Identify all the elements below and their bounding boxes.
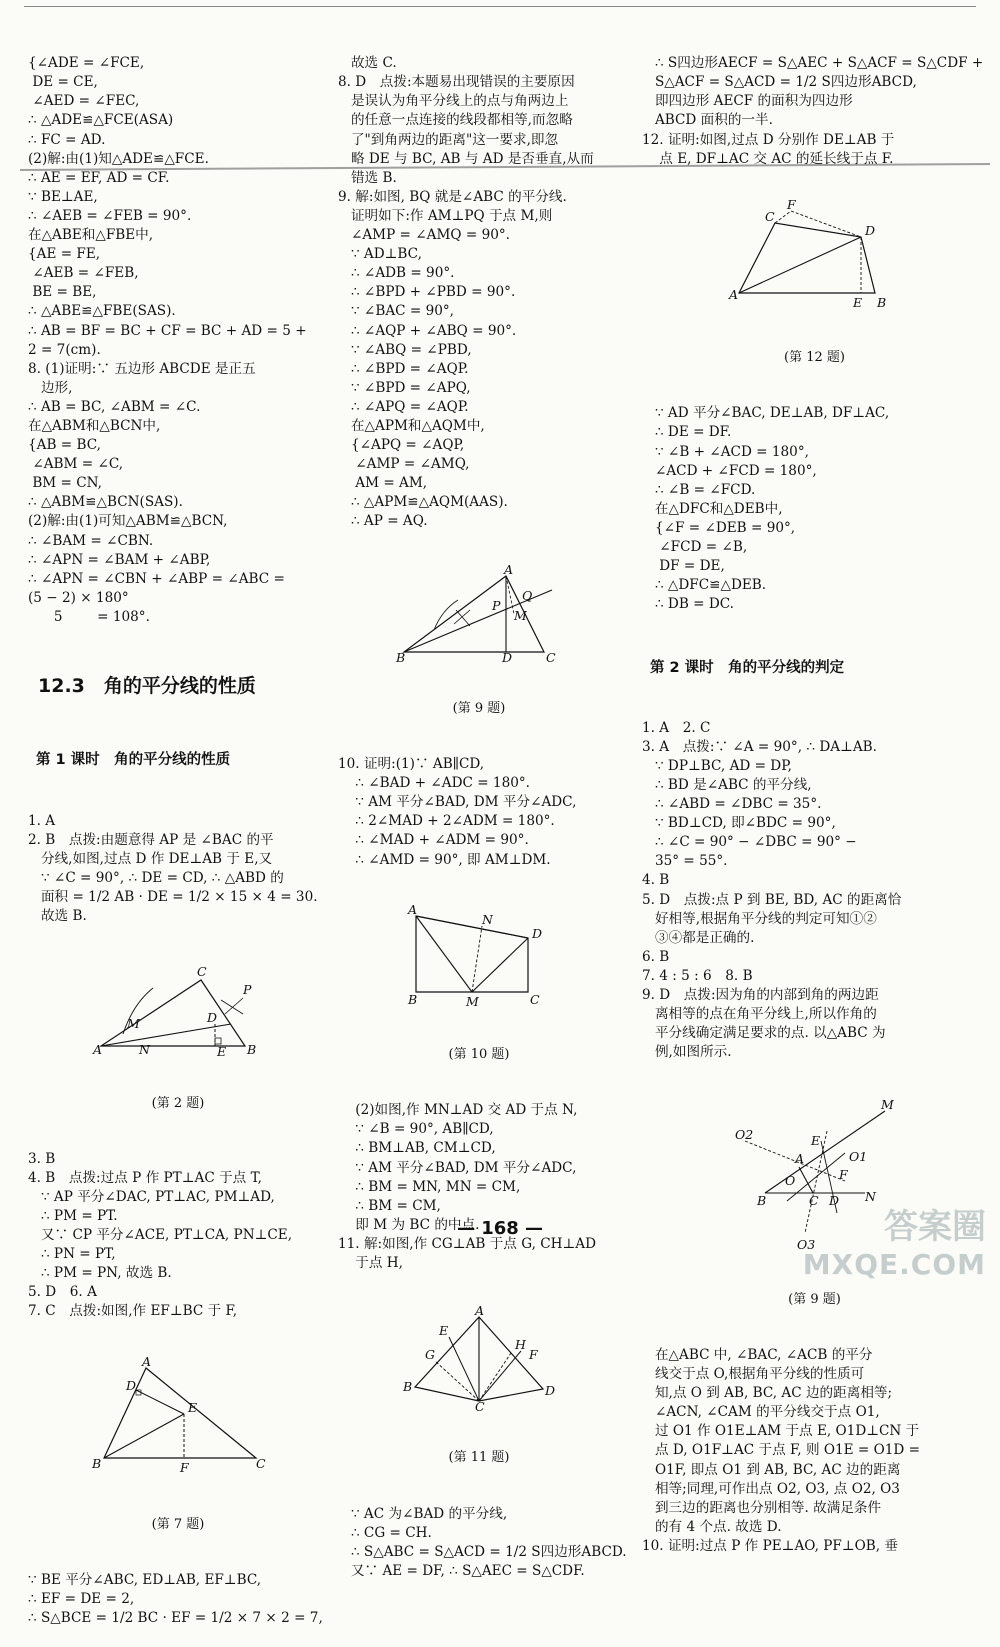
- col2-block-c: [338, 1101, 620, 1273]
- svg-text:F: F: [838, 1166, 848, 1182]
- col3-block-d: [642, 1346, 987, 1556]
- svg-text:M: M: [466, 993, 479, 1009]
- answer-line: 又∵ AE = DF, ∴ S△AEC = S△CDF.: [338, 1562, 585, 1579]
- svg-text:A: A: [93, 1042, 103, 1058]
- answer-line: (2)解:由(1)知△ADE≌△FCE.: [28, 150, 209, 167]
- page-number: — 168 —: [456, 1218, 544, 1239]
- answer-line: 相等;同理,可作出点 O2, O3, 点 O2, O3: [642, 1480, 900, 1497]
- answer-line: 3. B: [28, 1150, 56, 1167]
- svg-text:B: B: [403, 1379, 413, 1395]
- answer-line: ∴ △DFC≌△DEB.: [642, 577, 767, 594]
- answer-line: 在△APM和△AQM中,: [338, 417, 485, 434]
- answer-line: 4. B 点拨:过点 P 作 PT⊥AC 于点 T,: [28, 1169, 262, 1186]
- answer-line: ∠ABM = ∠C,: [28, 456, 124, 473]
- answer-line: (2)解:由(1)可知△ABM≌△BCN,: [28, 513, 228, 530]
- svg-text:E: E: [217, 1044, 227, 1060]
- answer-line: 了"到角两边的距离"这一要求,即忽: [338, 131, 559, 148]
- answer-line: 证明如下:作 AM⊥PQ 于点 M,则: [338, 207, 553, 224]
- svg-text:B: B: [876, 294, 886, 310]
- answer-line: 6. B: [642, 948, 670, 965]
- figure-9b-caption: (第 9 题): [788, 1291, 841, 1307]
- svg-text:H: H: [515, 1337, 526, 1353]
- answer-line: ∴ ∠AQP + ∠ABQ = 90°.: [338, 322, 517, 339]
- answer-line: ∵ BD⊥CD, 即∠BDC = 90°,: [642, 815, 836, 832]
- figure-2-caption: (第 2 题): [151, 1095, 205, 1111]
- answer-line: 5. D 点拨:点 P 到 BE, BD, AC 的距离恰: [642, 891, 902, 908]
- answer-line: ∴ BM⊥AB, CM⊥CD,: [338, 1140, 496, 1157]
- svg-text:C: C: [530, 991, 540, 1007]
- answer-line: {AB = BC,: [28, 437, 101, 454]
- answer-line: BE = BE,: [28, 284, 97, 301]
- answer-line: ∵ ∠BPD = ∠APQ,: [338, 379, 471, 396]
- svg-text:M: M: [880, 1096, 894, 1112]
- top-rule: [24, 6, 976, 7]
- svg-text:D: D: [126, 1377, 137, 1393]
- answer-line: (2)如图,作 MN⊥AD 交 AD 于点 N,: [338, 1102, 578, 1119]
- answer-line: ∴ DB = DC.: [642, 596, 734, 613]
- svg-text:A: A: [728, 286, 738, 302]
- answer-line: ∴ ∠BAM = ∠CBN.: [28, 532, 154, 549]
- answer-line: 线交于点 O,根据角平分线的性质可: [642, 1366, 865, 1383]
- col3-block-c: [642, 719, 987, 1063]
- svg-text:A: A: [408, 901, 418, 917]
- answer-line: 于点 H,: [338, 1254, 403, 1271]
- column-right: [642, 16, 987, 1575]
- col1-block-a: [28, 54, 328, 627]
- answer-line: O1F, 即点 O1 到 AB, BC, AC 边的距离: [642, 1461, 901, 1478]
- answer-line: 面积 = 1/2 AB · DE = 1/2 × 15 × 4 = 30.: [28, 888, 318, 905]
- answer-line: 点 D, O1F⊥AC 于点 F, 则 O1E = O1D =: [642, 1442, 921, 1459]
- answer-line: ③④都是正确的.: [642, 929, 755, 946]
- col1-block-d: [28, 1571, 328, 1628]
- svg-text:E: E: [439, 1323, 449, 1339]
- svg-text:C: C: [197, 964, 207, 980]
- col1-block-b: [28, 812, 328, 927]
- answer-line: 10. 证明:过点 P 作 PE⊥AO, PF⊥OB, 垂: [642, 1537, 898, 1554]
- answer-line: 即 M 为 BC 的中点.: [338, 1216, 480, 1233]
- col3-block-a: [642, 54, 987, 169]
- col2-block-b: [338, 755, 620, 870]
- column-middle: [338, 16, 627, 1600]
- answer-line: ∴ FC = AD.: [28, 131, 106, 148]
- answer-line: 略 DE 与 BC, AB 与 AD 是否垂直,从而: [338, 150, 594, 167]
- svg-text:B: B: [396, 649, 406, 665]
- answer-line: ∴ 2∠MAD + 2∠ADM = 180°.: [338, 813, 555, 830]
- answer-line: ∴ ∠AEB = ∠FEB = 90°.: [28, 207, 192, 224]
- svg-text:O: O: [784, 1172, 795, 1188]
- answer-line: ∠AEB = ∠FEB,: [28, 265, 139, 282]
- answer-line: 12. 证明:如图,过点 D 分别作 DE⊥AB 于: [642, 131, 895, 148]
- svg-text:D: D: [207, 1010, 218, 1026]
- answer-line: 35° = 55°.: [642, 853, 728, 870]
- answer-line: 9. D 点拨:因为角的内部到角的两边距: [642, 987, 879, 1004]
- figure-7-caption: (第 7 题): [151, 1516, 205, 1532]
- answer-line: ∴ ∠APQ = ∠AQP.: [338, 398, 469, 415]
- answer-line: {∠APQ = ∠AQP,: [338, 437, 465, 454]
- figure-10: [404, 901, 554, 1009]
- answer-line: ∴ AP = AQ.: [338, 513, 428, 530]
- svg-text:A: A: [142, 1353, 152, 1369]
- answer-line: ∵ DP⊥BC, AD = DP,: [642, 757, 792, 774]
- answer-line: 2 = 7(cm).: [28, 341, 101, 358]
- svg-text:N: N: [139, 1042, 150, 1058]
- answer-line: ∠AED = ∠FEC,: [28, 93, 140, 110]
- answer-line: ∵ AM 平分∠BAD, DM 平分∠ADC,: [338, 1159, 577, 1176]
- answer-line: ∴ S△ABC = S△ACD = 1/2 S四边形ABCD.: [338, 1543, 627, 1560]
- svg-text:D: D: [828, 1192, 839, 1208]
- answer-line: ∴ CG = CH.: [338, 1524, 432, 1541]
- answer-line: 1. A: [28, 812, 56, 829]
- answer-line: 5 = 108°.: [28, 608, 150, 625]
- answer-line: ∴ ∠BPD + ∠PBD = 90°.: [338, 284, 516, 301]
- answer-line: 在△ABE和△FBE中,: [28, 227, 154, 244]
- answer-line: 的任意一点连接的线段都相等,而忽略: [338, 112, 573, 129]
- answer-line: 9. 解:如图, BQ 就是∠ABC 的平分线.: [338, 188, 567, 205]
- svg-text:M: M: [127, 1016, 140, 1032]
- column-left: [28, 16, 328, 1647]
- answer-line: ∴ △ADE≌△FCE(ASA): [28, 112, 174, 129]
- answer-line: ∴ EF = DE = 2,: [28, 1591, 135, 1608]
- answer-line: 又∵ CP 平分∠ACE, PT⊥CA, PN⊥CE,: [28, 1227, 293, 1244]
- answer-line: 错选 B.: [338, 169, 397, 186]
- answer-line: BM = CN,: [28, 475, 103, 492]
- answer-line: ∠ACD + ∠FCD = 180°,: [642, 462, 817, 479]
- answer-line: ∴ ∠BAD + ∠ADC = 180°.: [338, 775, 530, 792]
- answer-line: ∴ ∠C = 90° − ∠DBC = 90° −: [642, 834, 857, 851]
- col2-block-d: [338, 1505, 627, 1581]
- svg-text:E: E: [188, 1399, 198, 1415]
- svg-text:O3: O3: [796, 1236, 815, 1252]
- answer-line: 故选 B.: [28, 908, 87, 925]
- answer-line: 过 O1 作 O1E⊥AM 于点 E, O1D⊥CN 于: [642, 1423, 920, 1440]
- answer-line: 4. B: [642, 872, 670, 889]
- answer-line: 的有 4 个点. 故选 D.: [642, 1518, 782, 1535]
- section-title: 12.3 角的平分线的性质: [38, 675, 256, 698]
- answer-line: 8. D 点拨:本题易出现错误的主要原因: [338, 74, 575, 91]
- svg-text:C: C: [546, 649, 556, 665]
- answer-line: 3. A 点拨:∵ ∠A = 90°, ∴ DA⊥AB.: [642, 738, 877, 755]
- svg-text:P: P: [492, 597, 501, 613]
- answer-line: S△ACF = S△ACD = 1/2 S四边形ABCD,: [642, 74, 917, 91]
- answer-line: ∠FCD = ∠B,: [642, 538, 748, 555]
- watermark-logo-text: 答案圈: [884, 1207, 986, 1247]
- answer-line: DF = DE,: [642, 558, 725, 575]
- answer-line: 故选 C.: [338, 55, 397, 72]
- lesson1-title: 第 1 课时 角的平分线的性质: [36, 752, 231, 769]
- answer-line: ∵ BE 平分∠ABC, ED⊥AB, EF⊥BC,: [28, 1572, 262, 1589]
- answer-line: {∠F = ∠DEB = 90°,: [642, 519, 796, 536]
- answer-line: AM = AM,: [338, 475, 428, 492]
- answer-line: ∴ S△BCE = 1/2 BC · EF = 1/2 × 7 × 2 = 7,: [28, 1610, 323, 1627]
- answer-line: 分线,如图,过点 D 作 DE⊥AB 于 E,又: [28, 850, 273, 867]
- answer-line: ∴ ∠APN = ∠CBN + ∠ABP = ∠ABC =: [28, 570, 285, 587]
- col3-block-b: [642, 404, 987, 614]
- figure-10-caption: (第 10 题): [448, 1047, 510, 1063]
- answer-line: 在△ABM和△BCN中,: [28, 417, 161, 434]
- lesson2-title: 第 2 课时 角的平分线的判定: [650, 659, 845, 676]
- answer-line: ∵ AD 平分∠BAC, DE⊥AB, DF⊥AC,: [642, 405, 890, 422]
- answer-line: {AE = FE,: [28, 246, 101, 263]
- answer-line: 7. 4 : 5 : 6 8. B: [642, 967, 753, 984]
- answer-line: 好相等,根据角平分线的判定可知①②: [642, 910, 877, 927]
- svg-text:O1: O1: [848, 1148, 867, 1164]
- answer-line: 10. 证明:(1)∵ AB∥CD,: [338, 756, 485, 773]
- answer-line: DE = CE,: [28, 74, 98, 91]
- svg-text:D: D: [545, 1383, 556, 1399]
- svg-text:A: A: [504, 561, 514, 577]
- figure-12: [725, 196, 905, 311]
- answer-line: 即四边形 AECF 的面积为四边形: [642, 93, 853, 110]
- answer-line: 5. D 6. A: [28, 1284, 97, 1301]
- answer-line: 在△DFC和△DEB中,: [642, 500, 783, 517]
- answer-line: 是误认为角平分线上的点与角两边上: [338, 93, 569, 110]
- svg-text:F: F: [786, 196, 796, 212]
- answer-line: 在△ABC 中, ∠BAC, ∠ACB 的平分: [642, 1346, 873, 1363]
- answer-line: 7. C 点拨:如图,作 EF⊥BC 于 F,: [28, 1303, 238, 1320]
- watermark: [803, 1199, 986, 1281]
- answer-line: ∴ ∠B = ∠FCD.: [642, 481, 756, 498]
- svg-text:E: E: [852, 294, 862, 310]
- answer-line: 11. 解:如图,作 CG⊥AB 于点 G, CH⊥AD: [338, 1235, 596, 1252]
- svg-text:A: A: [794, 1150, 804, 1166]
- answer-line: ∴ ∠APN = ∠BAM + ∠ABP,: [28, 551, 211, 568]
- answer-line: 8. (1)证明:∵ 五边形 ABCDE 是正五: [28, 360, 256, 377]
- answer-line: ∴ △ABE≌△FBE(SAS).: [28, 303, 176, 320]
- answer-line: 知,点 O 到 AB, BC, AC 边的距离相等;: [642, 1385, 893, 1402]
- answer-line: ∵ ∠C = 90°, ∴ DE = CD, ∴ △ABD 的: [28, 869, 284, 886]
- svg-text:F: F: [180, 1459, 189, 1475]
- answer-line: 例,如图所示.: [642, 1044, 732, 1061]
- answer-line: ∴ △ABM≌△BCN(SAS).: [28, 494, 183, 511]
- answer-line: ∴ AB = BC, ∠ABM = ∠C.: [28, 398, 201, 415]
- svg-text:N: N: [482, 911, 493, 927]
- svg-text:E: E: [810, 1132, 820, 1148]
- svg-text:O2: O2: [734, 1126, 753, 1142]
- answer-line: ∴ AB = BF = BC + CF = BC + AD = 5 +: [28, 322, 307, 339]
- answer-line: ∴ ∠ABD = ∠DBC = 35°.: [642, 796, 822, 813]
- svg-text:B: B: [408, 991, 418, 1007]
- svg-text:B: B: [92, 1455, 102, 1471]
- svg-text:Q: Q: [522, 587, 533, 603]
- answer-line: ∵ ∠ABQ = ∠PBD,: [338, 341, 472, 358]
- svg-text:C: C: [475, 1399, 485, 1415]
- svg-text:D: D: [532, 925, 543, 941]
- answer-line: ∵ AC 为∠BAD 的平分线,: [338, 1505, 508, 1522]
- answer-line: ∴ BM = CM,: [338, 1197, 441, 1214]
- answer-line: ∠ACN, ∠CAM 的平分线交于点 O1,: [642, 1404, 880, 1421]
- answer-line: (5 − 2) × 180°: [28, 589, 129, 606]
- svg-text:N: N: [864, 1188, 876, 1204]
- answer-line: ∵ ∠B = 90°, AB∥CD,: [338, 1121, 494, 1138]
- answer-line: ∴ AE = EF, AD = CF.: [28, 169, 170, 186]
- answer-line: 离相等的点在角平分线上,所以作角的: [642, 1006, 877, 1023]
- svg-text:P: P: [243, 982, 252, 998]
- svg-text:C: C: [764, 208, 775, 224]
- svg-text:A: A: [475, 1303, 485, 1319]
- svg-text:D: D: [502, 649, 513, 665]
- answer-line: 2. B 点拨:由题意得 AP 是 ∠BAC 的平: [28, 831, 274, 848]
- svg-text:B: B: [756, 1192, 766, 1208]
- svg-text:B: B: [247, 1042, 257, 1058]
- answer-line: ABCD 面积的一半.: [642, 112, 773, 129]
- answer-line: ∴ DE = DF.: [642, 424, 732, 441]
- svg-text:F: F: [529, 1347, 538, 1363]
- answer-line: ∴ BM = MN, MN = CM,: [338, 1178, 521, 1195]
- answer-line: ∵ BE⊥AE,: [28, 188, 98, 205]
- answer-line: ∴ S四边形AECF = S△AEC + S△ACF = S△CDF +: [642, 55, 984, 72]
- answer-line: ∴ ∠AMD = 90°, 即 AM⊥DM.: [338, 851, 551, 868]
- answer-line: ∵ AD⊥BC,: [338, 246, 422, 263]
- answer-line: ∴ PM = PT.: [28, 1207, 118, 1224]
- answer-line: ∵ AM 平分∠BAD, DM 平分∠ADC,: [338, 794, 577, 811]
- answer-line: ∴ ∠MAD + ∠ADM = 90°.: [338, 832, 529, 849]
- figure-9: [394, 561, 564, 665]
- answer-line: ∴ ∠BPD = ∠AQP.: [338, 360, 469, 377]
- answer-line: 1. A 2. C: [642, 719, 711, 736]
- col2-block-a: [338, 54, 620, 531]
- answer-line: ∴ △APM≌△AQM(AAS).: [338, 494, 508, 511]
- figure-7: [88, 1353, 268, 1478]
- figure-11: [399, 1303, 559, 1415]
- answer-line: ∵ ∠BAC = 90°,: [338, 303, 454, 320]
- answer-line: 点 E, DF⊥AC 交 AC 的延长线于点 F.: [642, 150, 894, 167]
- answer-line: ∴ ∠ADB = 90°.: [338, 265, 455, 282]
- answer-line: {∠ADE = ∠FCE,: [28, 55, 145, 72]
- answer-line: ∵ AP 平分∠DAC, PT⊥AC, PM⊥AD,: [28, 1188, 275, 1205]
- svg-text:C: C: [256, 1455, 266, 1471]
- svg-text:D: D: [864, 222, 875, 238]
- answer-line: ∴ PM = PN, 故选 B.: [28, 1265, 172, 1282]
- answer-line: ∠AMP = ∠AMQ = 90°.: [338, 227, 510, 244]
- answer-line: ∠AMP = ∠AMQ,: [338, 456, 470, 473]
- watermark-domain: MXQE.COM: [802, 1248, 986, 1281]
- svg-text:C: C: [808, 1192, 819, 1208]
- answer-line: ∴ PN = PT,: [28, 1246, 116, 1263]
- figure-9-caption: (第 9 题): [452, 700, 506, 716]
- answer-line: ∴ BD 是∠ABC 的平分线,: [642, 777, 812, 793]
- figure-2: [93, 964, 263, 1060]
- svg-text:M: M: [514, 607, 527, 623]
- answer-line: 到三边的距离也分别相等. 故满足条件: [642, 1499, 882, 1516]
- answer-line: 平分线确定满足要求的点. 以△ABC 为: [642, 1025, 886, 1042]
- answer-line: 边形,: [28, 379, 73, 396]
- svg-text:G: G: [425, 1347, 435, 1363]
- figure-12-caption: (第 12 题): [784, 350, 845, 366]
- figure-11-caption: (第 11 题): [448, 1450, 510, 1466]
- answer-line: ∵ ∠B + ∠ACD = 180°,: [642, 443, 809, 460]
